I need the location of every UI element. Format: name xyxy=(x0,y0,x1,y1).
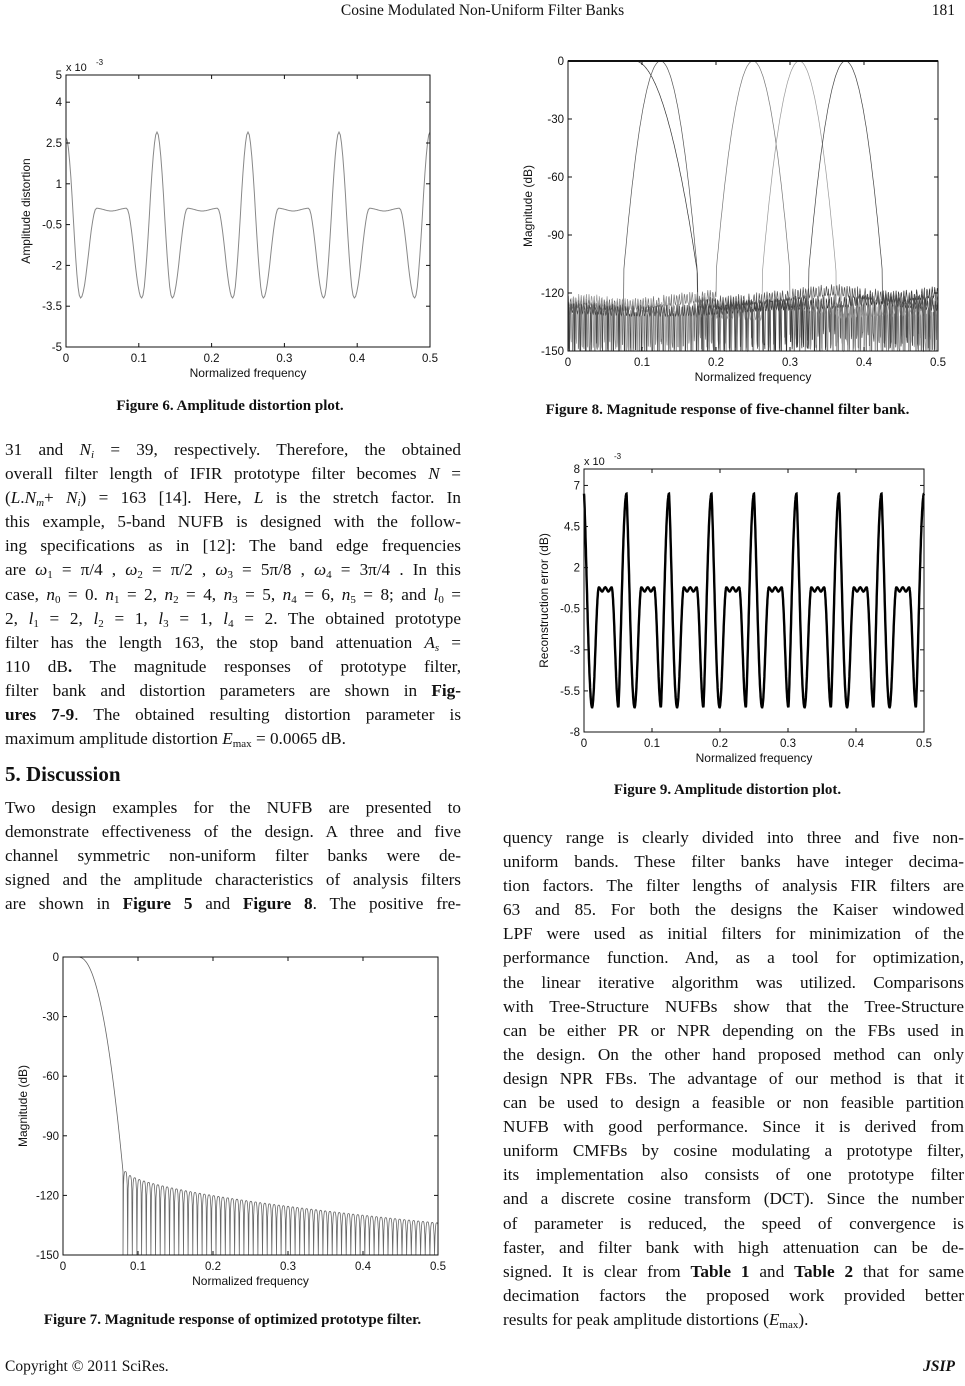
svg-text:0.2: 0.2 xyxy=(708,357,724,369)
svg-text:0: 0 xyxy=(580,738,588,750)
svg-text:-3: -3 xyxy=(569,644,580,657)
svg-text:-120: -120 xyxy=(35,1190,59,1203)
figure-6-chart xyxy=(0,50,460,390)
svg-text:-30: -30 xyxy=(547,114,564,126)
svg-text:0: 0 xyxy=(62,353,70,365)
text-line: and a discrete cosine transform (DCT). Since the number xyxy=(503,1189,964,1209)
svg-text:0.4: 0.4 xyxy=(848,738,864,750)
svg-text:Normalized frequency: Normalized frequency xyxy=(189,366,307,380)
text-line: signed and the amplitude characteristics of analysis filters xyxy=(5,870,461,890)
svg-text:0.3: 0.3 xyxy=(276,353,293,365)
figure-7-chart xyxy=(0,940,470,1300)
text-line: design NPR FBs. The advantage of our method is that it xyxy=(503,1068,964,1088)
svg-text:-150: -150 xyxy=(540,346,564,358)
text-line: are shown in Figure 5 and Figure 8. The positive fre- xyxy=(5,894,462,914)
svg-text:-2: -2 xyxy=(51,260,62,273)
figure-8-caption: Figure 8. Magnitude response of five-channel filter bank. xyxy=(545,402,910,418)
svg-text:-8: -8 xyxy=(569,727,580,739)
section-heading: 5. Discussion xyxy=(5,762,121,786)
svg-text:0.4: 0.4 xyxy=(856,357,872,369)
text-line: LPF were used as initial filters for minimization of the xyxy=(503,924,964,944)
svg-text:5: 5 xyxy=(55,70,62,82)
text-line: uniform bands. These filter banks have integer decima- xyxy=(503,852,964,872)
svg-text:Normalized frequency: Normalized frequency xyxy=(695,751,813,765)
svg-text:0.2: 0.2 xyxy=(205,1261,221,1273)
svg-text:0.3: 0.3 xyxy=(782,357,798,369)
text-line: channel symmetric non-uniform filter banks were de- xyxy=(5,846,461,866)
svg-text:0: 0 xyxy=(557,56,564,68)
text-line: signed. It is clear from Table 1 and Table 2 that for same xyxy=(503,1261,964,1281)
text-line: decimation factors the proposed work provided better xyxy=(503,1285,964,1305)
text-line: results for peak amplitude distortions $(E_{max})$. xyxy=(503,1309,809,1331)
svg-text:4.5: 4.5 xyxy=(564,521,580,534)
figure-9-caption: Figure 9. Amplitude distortion plot. xyxy=(613,782,842,798)
text-line: maximum amplitude distortion $E_{max} = 0.0065$ dB. xyxy=(5,729,346,751)
svg-text:-30: -30 xyxy=(42,1011,59,1024)
text-line: this example, 5-band NUFB is designed with the follow- xyxy=(5,512,461,532)
text-line: 63 and 85. For both the designs the Kaiser windowed xyxy=(503,900,964,920)
text-line: filter has the length 163, the stop band attenuation $A_s$ = xyxy=(5,632,461,654)
body-paragraph-discussion xyxy=(5,796,461,916)
body-paragraph-discussion-continued xyxy=(503,826,964,1332)
figure-6-caption: Figure 6. Amplitude distortion plot. xyxy=(116,398,344,414)
svg-text:0.2: 0.2 xyxy=(203,353,220,365)
text-line: filter bank and distortion parameters are shown in Fig- xyxy=(5,680,461,700)
svg-text:-90: -90 xyxy=(42,1130,59,1143)
svg-text:Magnitude (dB): Magnitude (dB) xyxy=(521,164,535,248)
svg-text:0.2: 0.2 xyxy=(712,738,728,750)
footer-journal: JSIP xyxy=(923,1358,955,1375)
svg-text:0.5: 0.5 xyxy=(930,357,946,369)
text-line: case, $n_0 = 0$. $n_1 = 2$, $n_2 = 4$, $n_3 = 5$, $n_4 = 6$, $n_5 = 8$; and $l_0$ = xyxy=(5,584,461,606)
svg-text:-3.5: -3.5 xyxy=(42,301,62,314)
text-line: tion factors. The filter lengths of analysis FIR filters are xyxy=(503,876,964,896)
text-line: ures 7-9. The obtained resulting distortion parameter is xyxy=(5,705,462,725)
text-line: its implementation also consists of one prototype filter xyxy=(503,1165,964,1185)
svg-text:0: 0 xyxy=(59,1261,67,1273)
svg-text:8: 8 xyxy=(573,464,580,476)
svg-text:-60: -60 xyxy=(42,1071,59,1084)
svg-text:-90: -90 xyxy=(547,230,564,242)
page-number: 181 xyxy=(931,2,955,19)
body-paragraph-results xyxy=(5,438,461,751)
text-line: 110 dB. The magnitude responses of prototype filter, xyxy=(5,656,461,676)
text-line: $(L.N_m+ N_i) = 163$ [14]. Here, L is the stretch factor. In xyxy=(5,488,461,510)
running-header-title: Cosine Modulated Non-Uniform Filter Banks xyxy=(340,2,625,19)
svg-text:4: 4 xyxy=(55,97,62,110)
text-line: the linear iterative algorithm was utilized. Comparisons xyxy=(503,972,964,992)
svg-text:0.4: 0.4 xyxy=(349,353,366,365)
svg-text:Reconstruction error (dB): Reconstruction error (dB) xyxy=(537,533,551,668)
svg-text:0.4: 0.4 xyxy=(355,1261,371,1273)
svg-text:0.3: 0.3 xyxy=(280,1261,296,1273)
svg-text:0: 0 xyxy=(52,952,59,964)
text-line: with Tree-Structure NUFBs show that the Tree-Structure xyxy=(503,996,964,1016)
text-line: uniform CMFBs by cosine modulating a prototype filter, xyxy=(503,1141,964,1161)
svg-text:-60: -60 xyxy=(547,172,564,184)
svg-text:0.5: 0.5 xyxy=(430,1261,446,1273)
text-line: faster, and filter bank with high attenuation can be de- xyxy=(503,1237,964,1257)
svg-text:0.5: 0.5 xyxy=(422,353,438,365)
figure-8-chart xyxy=(500,45,965,390)
svg-text:-3: -3 xyxy=(614,452,622,461)
svg-text:0: 0 xyxy=(564,357,572,369)
figure-7-caption: Figure 7. Magnitude response of optimized prototype filter. xyxy=(43,1312,422,1328)
svg-text:2.5: 2.5 xyxy=(46,138,62,150)
figure-9-chart xyxy=(500,445,965,775)
text-line: overall filter length of IFIR prototype filter becomes N = xyxy=(5,464,461,484)
text-line: the design. On the other hand proposed method can only xyxy=(503,1044,964,1064)
svg-text:-150: -150 xyxy=(35,1250,59,1262)
svg-text:Amplitude distortion: Amplitude distortion xyxy=(19,158,33,264)
svg-text:x 10: x 10 xyxy=(66,62,87,74)
svg-text:Magnitude (dB): Magnitude (dB) xyxy=(16,1064,30,1148)
text-line: quency range is clearly divided into three and five non- xyxy=(503,828,964,847)
svg-text:0.5: 0.5 xyxy=(916,738,932,750)
text-line: demonstrate effectiveness of the design. A three and five xyxy=(5,822,461,842)
svg-text:2: 2 xyxy=(573,562,580,575)
text-line: 31 and $N_i = 39$, respectively. Therefore, the obtained xyxy=(5,440,461,461)
svg-text:Normalized frequency: Normalized frequency xyxy=(694,370,812,384)
svg-text:0.1: 0.1 xyxy=(644,738,660,750)
text-line: can be used to design a feasible or non feasible partition xyxy=(503,1093,964,1113)
footer-copyright: Copyright © 2011 SciRes. xyxy=(5,1358,169,1375)
svg-text:-0.5: -0.5 xyxy=(42,219,62,232)
svg-text:-120: -120 xyxy=(540,288,564,300)
svg-text:-5.5: -5.5 xyxy=(560,685,580,698)
text-line: of parameter is reduced, the speed of convergence is xyxy=(503,1213,964,1233)
svg-text:-3: -3 xyxy=(96,58,104,67)
svg-text:-5: -5 xyxy=(51,342,62,354)
svg-text:0.3: 0.3 xyxy=(780,738,796,750)
svg-text:Normalized frequency: Normalized frequency xyxy=(192,1274,309,1288)
svg-text:0.1: 0.1 xyxy=(634,357,650,369)
svg-text:-0.5: -0.5 xyxy=(560,603,580,616)
svg-text:1: 1 xyxy=(55,178,62,191)
text-line: 2, $l_1 = 2$, $l_2 = 1$, $l_3 = 1$, $l_4 = 2$. The obtained prototype xyxy=(5,608,462,630)
text-line: can be either PR or NPR depending on the FBs used in xyxy=(503,1020,964,1040)
svg-text:0.1: 0.1 xyxy=(130,353,147,365)
svg-text:0.1: 0.1 xyxy=(130,1261,146,1273)
text-line: performance function. And, as a tool for optimization, xyxy=(503,948,964,968)
text-line: ing specifications as in [12]: The band edge frequencies xyxy=(5,536,461,556)
svg-text:x 10: x 10 xyxy=(584,456,605,468)
text-line: are $\omega_1 = \pi/4$ , $\omega_2 = \pi/2$ , $\omega_3 = 5\pi/8$ , $\omega_4 = 3\pi/4$ . In this xyxy=(5,560,461,582)
text-line: NUFB with good performance. Since it is derived from xyxy=(503,1117,964,1137)
svg-text:7: 7 xyxy=(573,480,580,493)
text-line: Two design examples for the NUFB are presented to xyxy=(5,798,461,817)
